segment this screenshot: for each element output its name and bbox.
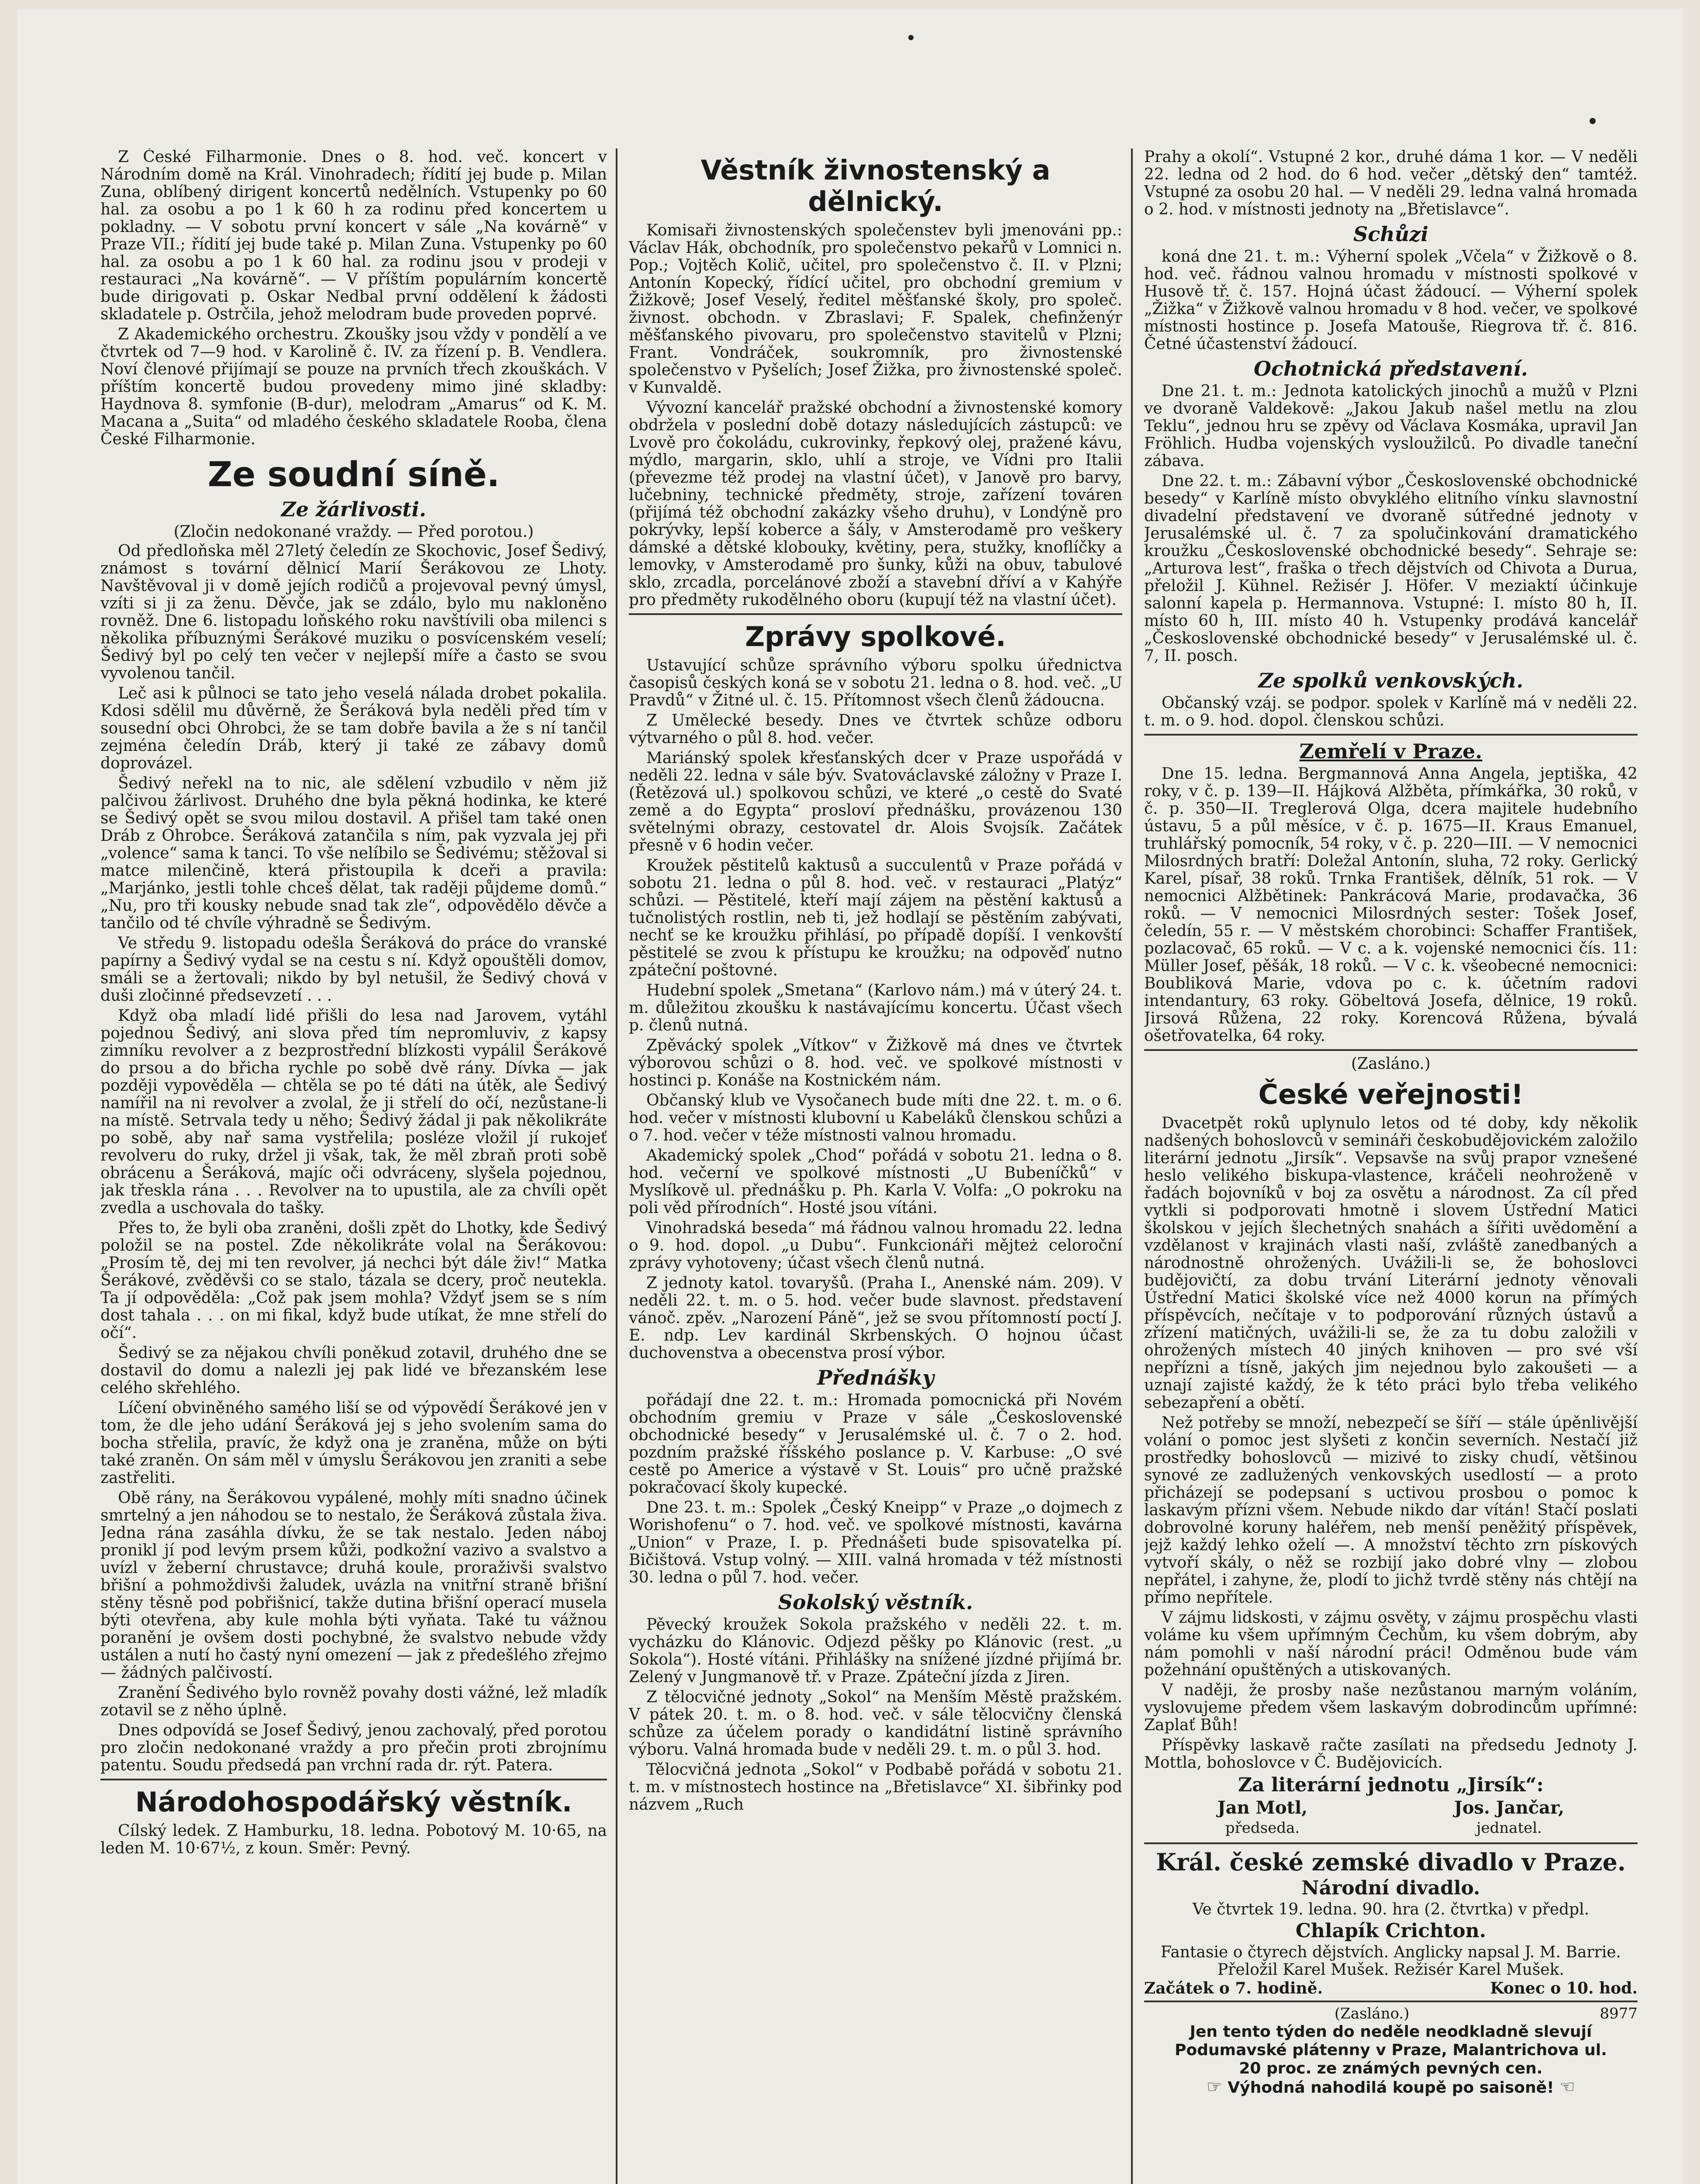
club-notice: Z jednoty katol. tovaryšů. (Praha I., Anenské nám. 209). V neděli 22. t. m. o 5. hod. večer bude slavnost. představení vánoč. zpěv. „Narození Páně“, jež se svou přítomností poctí J. E. ndp. Lev kardinál Skrbenských. O hojnou účast duchovenstva a obecenstva prosí výbor. — [629, 1274, 1122, 1362]
subheading-deaths: Zemřelí v Praze. — [1299, 740, 1483, 763]
deaths-list: Dne 15. ledna. Bergmannová Anna Angela, jeptiška, 42 roky, v č. p. 139—II. Hájková Alžběta, přímkářka, 30 roků, v č. p. 350—II. Treglerová Olga, dcera majitele hudebního ústavu, 5 a půl měsíce, v č. p. 1675—II. Kraus Emanuel, truhlářský pomocník, 54 roky, v č. p. 220—III. — V nemocnici Milosrdných bratří: Doležal Antonín, sluha, 72 roky. Gerlický Karel, písař, 38 roků. Trnka František, dělník, 51 rok. — V nemocnici Alžbětinek: Pankrácová Marie, prodavačka, 36 roků. — V nemocnici Milosrdných sester: Tošek Josef, čeledín, 55 r. — V městském chorobinci: Schaffer František, pozlacovač, 65 roků. — V c. a k. vojenské nemocnici čís. 11: Müller Josef, pěšák, 18 roků. — V c. k. všeobecné nemocnici: Boubliková Marie, vdova po c. k. účetním radovi intendantury, 63 roky. Göbeltová Josefa, dělnice, 19 roků. Jirsová Růžena, 22 roky. Korencová Růžena, bývalá ošetřovatelka, 64 roky. — [1144, 765, 1638, 1045]
advert-number: 8977 — [1600, 2005, 1638, 2022]
subheading-schuzi: Schůzi — [1353, 222, 1428, 246]
article-paragraph: Šedivý neřekl na to nic, ale sdělení vzbudilo v něm již palčivou žárlivost. Druhého dne byla pěkná hodinka, ke které se Šedivý opět se svou milou dostavil. A přišel tam také onen Dráb z Ohrobce. Šeráková zatančila s ním, pak vyzvala jej při „volence“ sama k tanci. To vše nelíbilo se Šedivému; stěžoval si matce milenčině, která přistoupila k dceři a pravila: „Marjánko, jestli tohle chceš dělat, tak raději půjdeme domů.“ „Nu, pro tři kousky nebude snad tak zle“, odpovědělo děvče a tančilo od té chvíle výhradně se Šedivým. — [100, 774, 607, 932]
sokol-notice: Pěvecký kroužek Sokola pražského v neděli 22. t. m. vycházku do Klánovic. Odjezd pěšky po Klánovic (rest. „u Sokola“). Hosté vítáni. Přihlášky na snížené jízdné přijímá br. Zelený v Jungmanově tř. v Praze. Zpáteční jízda z Jiren. — [629, 1616, 1122, 1686]
lecture-notice: Dne 23. t. m.: Spolek „Český Kneipp“ v Praze „o dojmech z Worishofenu“ o 7. hod. več. ve spolkové místnosti, kavárna „Union“ v Praze, I. p. Přednášeti bude spisovatelka pí. Bičištová. Vstup volný. — XIII. valná hromada v též místnosti 30. ledna o půl 7. hod. večer. — [629, 1499, 1122, 1586]
advert-line: Jen tento týden do neděle neodkladně slevují — [1190, 2023, 1592, 2041]
article-paragraph: Ve středu 9. listopadu odešla Šeráková do práce do vranské papírny a Šedivý vydal se na cestu s ní. Když opouštěli domov, smáli se a žertovali; nikdo by byl netušil, že Šedivý chová v duši zločinné předsevzetí . . . — [100, 934, 607, 1005]
article-paragraph: Zranění Šedivého bylo rovněž povahy dosti vážné, lež mladík zotavil se z něho úplně. — [100, 1684, 607, 1719]
advert-header — [1144, 2005, 1638, 2022]
newspaper-page — [17, 9, 1683, 2184]
amateur-notice: Dne 21. t. m.: Jednota katolických jinochů a mužů v Plzni ve dvoraně Valdekově: „Jakou Jakub našel metlu na zlou Teklu“, jednou hru se zpěvy od Václava Kosmáka, upravil Jan Fröhlich. Hudba vojenských vysloužilců. Po divadle taneční zábava. — [1144, 382, 1638, 470]
club-notice: Akademický spolek „Chod“ pořádá v sobotu 21. ledna o 8. hod. večerní ve spolkové místnosti „U Bubeníčků“ v Myslíkově ul. přednášku p. Ph. Karla V. Volfa: „O pokroku na poli věd přírodních“. Hosté jsou vítáni. — [629, 1147, 1122, 1217]
economy-paragraph: Cílský ledek. Z Hamburku, 18. ledna. Pobotový M. 10·65, na leden M. 10·67½, z koun. Směr: Pevný. — [100, 1822, 607, 1857]
club-notice: Zpěvácký spolek „Vítkov“ v Žižkově má dnes ve čtvrtek výborovou schůzi o 8. hod. več. ve spolkové místnosti v hostinci p. Konáše na Kostnickém nám. — [629, 1037, 1122, 1089]
advert-line: Podumavské plátenny v Praze, Malantrichova ul. — [1175, 2041, 1607, 2059]
appeal-paragraph: Dvacetpět roků uplynulo letos od té doby, kdy několik nadšených bohoslovců v semináři českobudějovickém založilo literární jednotu „Jirsík“. Vepsavše na svůj prapor vznešené heslo velikého biskupa-vlastence, kráčeli neohroženě v řadách bojovníků v boj za osvětu a národnost. Za cíl před vytkli si podporovati hmotně i slovem Ústřední Matici školskou v jejích šlechetných snahách a šířiti uvědomění a vzdělanost v krajinách vlasti naší, zvláště zanedbaných a národnostně ohrožených. Uvážili-li se, že bohoslovci budějovičtí, za dobu trvání Literární jednoty věnovali Ústřední Matici školské více než 4000 korun na přímých příspěvcích, nečítaje v to podporování různých ústavů a zřízení matičných, uvážili-li se, že za tu dobu založili v ohrožených místech 40 jiných knihoven — pro své vší nepřízni a tísně, jakých jim nejednou bylo zakoušeti — a uznají zajisté každý, že k této práci bylo třeba velikého sebezapření a obětí. — [1144, 1114, 1638, 1412]
signature-left-name: Jan Motl, — [1217, 1797, 1308, 1818]
club-notice: Ustavující schůze správního výboru spolku úřednictva časopisů českých koná se v sobotu 21. ledna o 8. hod. več. „U Pravdů“ v Žitné ul. č. 15. Přítomnost všech členů žádoucna. — [629, 657, 1122, 709]
advert-line: 20 proc. ze známých pevných cen. — [1239, 2060, 1543, 2077]
subheading-countryside: Ze spolků venkovských. — [1258, 669, 1524, 692]
club-notice: Občanský klub ve Vysočanech bude míti dne 22. t. m. o 6. hod. večer v místnosti klubovní u Kabeláků členskou schůzi a o 7. hod. večer v téže místnosti valnou hromadu. — [629, 1092, 1122, 1144]
article-paragraph: Přes to, že byli oba zraněni, došli zpět do Lhotky, kde Šedivý položil se na postel. Zde několikráte volal na Šerákovou: „Prosím tě, dej mi ten revolver, já nechci být dále živ!“ Matka Šerákové, zvěděvši co se stalo, tázala se dcery, proč neutekla. Ta jí odpověděla: „Což pak jsem mohla? Vždyť jsem se s ním dost tahala . . . on mi fikal, když bude utíkat, že mne střelí do očí“. — [100, 1219, 607, 1342]
column-1 — [100, 149, 607, 1860]
theatre-start: Začátek o 7. hodině. — [1144, 1979, 1323, 1997]
theatre-title: Král. české zemské divadlo v Praze. — [1156, 1848, 1626, 1876]
section-divider — [1144, 1049, 1638, 1051]
advert-zaslano: (Zasláno.) — [1334, 2005, 1410, 2022]
jirsik-signature-line: Za literární jednotu „Jirsík“: — [1238, 1774, 1544, 1796]
signature-right-role: jednatel. — [1476, 1819, 1542, 1837]
section-divider — [100, 1779, 607, 1780]
advert-line: Výhodná nahodilá koupě po saisoně! — [1228, 2079, 1554, 2097]
advert-box — [1144, 2001, 1638, 2097]
theatre-play-title: Chlapík Crichton. — [1295, 1920, 1486, 1942]
theatre-date-line: Ve čtvrtek 19. ledna. 90. hra (2. čtvrtka) v předpl. — [1192, 1901, 1590, 1918]
subheading-sokol: Sokolský věstník. — [778, 1590, 973, 1614]
akademicky-orchestr-notice: Z Akademického orchestru. Zkoušky jsou vždy v pondělí a ve čtvrtek od 7—9 hod. v Karolině č. IV. za řízení p. B. Vendlera. Noví členové přijímají se pouze na prvních třech zkouškách. V příštím koncertě budou provedeny mimo jiné skladby: Haydnova 8. symfonie (B-dur), melodram „Amarus“ od K. M. Macana a „Suita“ od mladého českého skladatele Rooba, člena České Filharmonie. — [100, 325, 607, 448]
appeal-paragraph: V zájmu lidskosti, v zájmu osvěty, v zájmu prospěchu vlasti voláme ku všem upřímným Čechům, ku všem dobrým, aby nám pomohli v naší národní práci! Odměnou bude vám požehnání opuštěných a utiskovaných. — [1144, 1609, 1638, 1679]
club-notice: Z Umělecké besedy. Dnes ve čtvrtek schůze odboru výtvarného o půl 8. hod. večer. — [629, 712, 1122, 747]
sokol-notice: Tělocvičná jednota „Sokol“ v Podbabě pořádá v sobotu 21. t. m. v místnostech hostince na „Břetislavce“ XI. šibřinky pod názvem „Ruch — [629, 1761, 1122, 1814]
article-subtitle: (Zločin nedokonané vraždy. — Před porotou.) — [173, 523, 534, 541]
signature-right-name: Jos. Jančar, — [1454, 1797, 1565, 1818]
sokol-notice: Z tělocvičné jednoty „Sokol“ na Menším Městě pražském. V pátek 20. t. m. o 8. hod. več. v sále tělocvičny členská schůze za účelem porady o kandidátní listině správního výboru. Valná hromada bude v neděli 29. t. m. o půl 3. hod. — [629, 1688, 1122, 1759]
subheading-amateur-theatre: Ochotnická představení. — [1254, 357, 1528, 380]
signature-left — [1217, 1798, 1307, 1838]
theatre-credits: Fantasie o čtyrech dějstvích. Anglicky napsal J. M. Barrie. Přeložil Karel Mušek. Režisér Karel Mušek. — [1160, 1943, 1621, 1979]
pointing-hand-icon: ☞ — [1206, 2077, 1222, 2097]
theatre-subtitle: Národní divadlo. — [1301, 1877, 1480, 1899]
trade-paragraph: Vývozní kancelář pražské obchodní a živnostenské komory obdržela v poslední době dotazy následujících zástupců: ve Lvově pro čokoládu, cukrovinky, řepkový olej, pražené kávu, mýdlo, margarin, sklo, uhlí a stroje, ve Vídni pro Italii (převezme též prodej na vlastní účet), v Janově pro barvy, lučebniny, technické předměty, stroje, zařízení továren (přijímá též obchodní zakázky všeho druhu), v Londýně pro pokrývky, lepší koberce a šály, v Amsterodamě pro veškery dámské a dětské klobouky, květiny, pera, stužky, knoflíčky a lemovky, v Amsterodamě pro šunky, kůži na obuv, tabulové sklo, zrcadla, porcelánové zboží a stavební dříví a v Kahýře pro předměty rukodělného oboru (kupují též na vlastní účet). — [629, 399, 1122, 609]
column-3 — [1144, 149, 1638, 2098]
section-heading-court: Ze soudní síně. — [207, 455, 500, 494]
meeting-notice: koná dne 21. t. m.: Výherní spolek „Včela“ v Žižkově o 8. hod. več. řádnou valnou hromadu v místnosti spolkové v Husově tř. č. 157. Hojná účast žádoucí. — Výherní spolek „Žižka“ v Žižkově valnou hromadu v 8 hod. večer, ve spolkové místnosti hostince p. Josefa Matouše, Riegrova tř. č. 816. Četné účastenství žádoucí. — [1144, 248, 1638, 353]
article-title-zarlivost: Ze žárlivosti. — [281, 498, 427, 521]
signature-right — [1454, 1798, 1564, 1838]
article-paragraph: Leč asi k půlnoci se tato jeho veselá nálada drobet pokalila. Kdosi sdělil mu důvěrně, že Šeráková byla neděli před tím v sousední obci Ohrobci, že se tam dobře bavila a že s ní tančil zejména čeledín Dráb, který ji také ze zábavy domů doprovázel. — [100, 684, 607, 772]
club-notice: Mariánský spolek křesťanských dcer v Praze uspořádá v neděli 22. ledna v sále býv. Svatováclavské záložny v Praze I. (Řetězová ul.) spolkovou schůzi, ve které „o cestě do Svaté země a do Egypta“ prosloví přednášku, provázenou 130 světelnými obrazy, cestovatel dr. Alois Svojsík. Začátek přesně v 6 hodin večer. — [629, 749, 1122, 854]
section-heading-trade: Věstník živnostenský a dělnický. — [700, 154, 1051, 218]
lecture-notice: pořádají dne 22. t. m.: Hromada pomocnická při Novém obchodním gremiu v Praze v sále „Československé obchodnické besedy“ v Jerusalémské ul. č. 7 o 2. hod. pozdním pražské říšského poslance p. V. Karbuse: „O své cestě po Americe a výstavě v St. Louis“ pro učně pražské pokračovací školy kupecké. — [629, 1391, 1122, 1496]
signature-left-role: předseda. — [1225, 1819, 1300, 1837]
signatures — [1144, 1798, 1638, 1838]
section-divider — [1144, 734, 1638, 736]
section-divider — [1144, 1842, 1638, 1844]
article-paragraph: Dnes odpovídá se Josef Šedivý, jenou zachovalý, před porotou pro zločin nedokonané vraždy a pro přečin proti zbrojnímu patentu. Soudu předsedá pan vrchní rada dr. rýt. Patera. — [100, 1721, 607, 1774]
trade-paragraph: Komisaři živnostenských společenstev byli jmenováni pp.: Václav Hák, obchodník, pro společenstvo pekařů v Lomnici n. Pop.; Vojtěch Količ, učitel, pro společenstvo č. II. v Plzni; Antonín Kopecký, řídící učitel, pro obchodní gremium v Žižkově; Josef Veselý, ředitel měšťanské školy, pro společ. živnost. obchodn. v Zbraslavi; F. Spalek, chefinženýr měšťanského pivovaru, pro společenstvo stavitelů v Plzni; Frant. Vondráček, soukromník, pro živnostenské společenstvo v Pyšelích; Josef Žižka, pro živnostenské společ. v Kunvaldě. — [629, 221, 1122, 397]
appeal-paragraph: Než potřeby se množí, nebezpečí se šíří — stále úpěnlivější volání o pomoc jest slyšeti z končin severních. Nestačí již prostředky bohoslovců — mizivé to zisky chudí, většinou synové ze zadlužených venkovských usedlostí — a proto přicházejí se podepsaní s uctivou prosbou o pomoc k laskavým přízni všem. Nebude nikdo dar vítán! Stačí poslati dobrovolné koruny haléřem, neb menší peněžitý příspěvek, jejž každý lehko oželí —. A množství těchto zrn pískových vytvoří skály, o něž se rozbijí jako dobré vlny — zlobou nepřátel, i zahyne, že, plodí to jichž tvrdě stěny nás chtějí na přímo nepřítele. — [1144, 1414, 1638, 1607]
pointing-hand-icon: ☜ — [1559, 2077, 1576, 2097]
article-paragraph: Když oba mladí lidé přišli do lesa nad Jarovem, vytáhl pojednou Šedivý, ani slova před tím nepromluviv, z kapsy zimníku revolver a z bezprostřední blízkosti vypálil Šerákové do prsou a do břicha rychle po sobě dvě rány. Dívka — jak později vypověděla — chtěla se po té dáti na útěk, ale Šedivý namířil na ni revolver a zvolal, že ji střelí do očí, nezůstane-li na místě. Setrvala tedy u něho; Šedivý žádal ji pak několikráte po sobě, aby nař sama vystřelila; posléze vložil jí rukojeť revolveru do ruky, držel ji však, tak, že měl zbraň proti sobě obrácenu a Šeráková, majíc oči odvráceny, slyšela pojednou, jak třeskla rána . . . Revolver na to upustila, ale za chvíli opět zvedla a uschovala do tašky. — [100, 1007, 607, 1217]
column-rule — [1131, 149, 1133, 2184]
section-heading-economy: Národohospodářský věstník. — [135, 1786, 572, 1818]
article-paragraph: Líčení obviněného samého liší se od výpovědí Šerákové jen v tom, že dle jeho udání Šeráková jej s jeho svolením sama do bocha střelila, pravíc, že když ona je zraněna, může on býti také zraněn. On sám měl v úmyslu Šerákovou jen zraniti a sebe zastřeliti. — [100, 1399, 607, 1487]
article-paragraph: Obě rány, na Šerákovou vypálené, mohly míti snadno účinek smrtelný a jen náhodou se to nestalo, že Šeráková zůstala živa. Jedna rána zasáhla dívku, že se tak nestalo. Jeden náboj pronikl jí pod levým prsem kůži, podkožní vazivo a svalstvo a uvízl v žeberní chrustavce; druhá koule, proraživši svalstvo břišní a pohmoždivši žaludek, uvázla na vnitřní straně břišní stěny těsně pod pobřišnicí, takže dutina břišní operací musela býti otevřena, aby kule mohla býti vyňata. Také tu vážnou poranění je ovšem dosti pochybné, že svalstvo nebude vždy ustálen a nutí ho častý nyní omezení — jak z předešlého zřejmo — žádných palčivostí. — [100, 1489, 607, 1682]
article-paragraph: Šedivý se za nějakou chvíli poněkud zotavil, druhého dne se dostavil do domu a nalezli jej pak lidé ve březanském lese celého skřehlého. — [100, 1344, 607, 1397]
appeal-paragraph: V naději, že prosby naše nezůstanou marným voláním, vyslovujeme předem všem laskavým dobrodincům upřímné: Zaplať Bůh! — [1144, 1681, 1638, 1734]
column-rule — [616, 149, 617, 2184]
amateur-notice: Dne 22. t. m.: Zábavní výbor „Československé obchodnické besedy“ v Karlíně místo obvyklého elitního vínku slavnostní divadelní představení ve dvoraně sútředné jednoty v Jerusalémské ul. č. 7 za spolučinkování dramatického kroužku „Československé obchodnické besedy“. Sehraje se: „Arturova lest“, fraška o třech dějstvích od Chivota a Durua, přeložil J. Kühnel. Režisér J. Höfer. V meziaktí účinkuje salonní kapela p. Hermannova. Vstupné: I. místo 80 h, II. místo 60 h, III. místo 40 h. Vstupenky prodává kancelář „Československé obchodnické besedy“ v Jerusalémské ul. č. 7, II. posch. — [1144, 472, 1638, 665]
appeal-title: České veřejnosti! — [1258, 1078, 1524, 1110]
article-paragraph: Od předloňska měl 27letý čeledín ze Skochovic, Josef Šedivý, známost s tovární dělnicí Marií Šerákovou ze Lhoty. Navštěvoval ji v domě jejích rodičů a projevoval pevný úmysl, vzíti si ji za ženu. Děvče, jak se zdálo, bylo mu nakloněno rovněž. Dne 6. listopadu loňského roku navštívili oba milenci s několika příbuznými Šerákové muziku o posvícenském veselí; Šedivý byl po celý ten večer v nejlepší míře a často se svou vyvolenou tančil. — [100, 542, 607, 682]
scan-speck — [1590, 118, 1596, 124]
club-notice: Hudební spolek „Smetana“ (Karlovo nám.) má v úterý 24. t. m. důležitou zkoušku k nastávajícímu koncertu. Účast všech p. členů nutná. — [629, 981, 1122, 1034]
advert-line-with-hand — [1144, 2078, 1638, 2097]
section-heading-clubs: Zprávy spolkové. — [745, 621, 1006, 653]
scan-speck — [908, 35, 914, 40]
theatre-times — [1144, 1980, 1638, 1997]
appeal-paragraph: Příspěvky laskavě račte zasílati na předsedu Jednoty J. Mottla, bohoslovce v Č. Budějovicích. — [1144, 1736, 1638, 1772]
continued-notice: Prahy a okolí“. Vstupné 2 kor., druhé dáma 1 kor. — V neděli 22. ledna od 2 hod. do 6 hod. večer „dětský den“ tamtéž. Vstupné za osobu 20 hal. — V neděli 29. ledna valná hromada o 2. hod. v místnosti jednoty na „Břetislavce“. — [1144, 149, 1638, 218]
subheading-lectures: Přednášky — [817, 1366, 934, 1389]
countryside-notice: Občanský vzáj. se podpor. spolek v Karlíně má v neděli 22. t. m. o 9. hod. dopol. členskou schůzi. — [1144, 694, 1638, 729]
club-notice: Kroužek pěstitelů kaktusů a succulentů v Praze pořádá v sobotu 21. ledna o půl 8. hod. več. v restauraci „Platýz“ schůzi. — Pěstitelé, kteří mají zájem na pěstění kaktusů a tučnolistých rostlin, neb ti, jež hodlají se pěstěním zabývati, nechť se ke kroužku přihlásí, po případě dopíší. I venkovští pěstitelé se zvou k přístupu ke kroužku; na odpověď nutno zpáteční poštovné. — [629, 857, 1122, 979]
column-2 — [629, 149, 1122, 1816]
club-notice: Vinohradská beseda“ má řádnou valnou hromadu 22. ledna o 9. hod. dopol. „u Dubu“. Funkcionáři mějteż celoroční zprávy vyhotoveny; účast všech členů nutná. — [629, 1219, 1122, 1272]
filharmonie-notice: Z České Filharmonie. Dnes o 8. hod. več. koncert v Národním domě na Král. Vinohradech; řídití jej bude p. Milan Zuna, oblíbený dirigent koncertů nedělních. Vstupenky po 60 hal. za osobu a po 1 k 60 h za rodinu před koncertem u pokladny. — V sobotu první koncert v sále „Na kovárně“ v Praze VII.; řídití jej bude také p. Milan Zuna. Vstupenky po 60 hal. za osobu a po 1 k 60 hal. za rodinu jsou v prodeji v restauraci „Na kovárně“. — V příštím populárním koncertě bude dirigovati p. Oskar Nedbal první oddělení k žádosti skladatele p. Ostrčila, jehož melodram bude proveden poprvé. — [100, 149, 607, 323]
section-divider — [629, 613, 1122, 615]
zaslano-label: (Zasláno.) — [1351, 1055, 1431, 1073]
theatre-end: Konec o 10. hod. — [1490, 1979, 1638, 1997]
